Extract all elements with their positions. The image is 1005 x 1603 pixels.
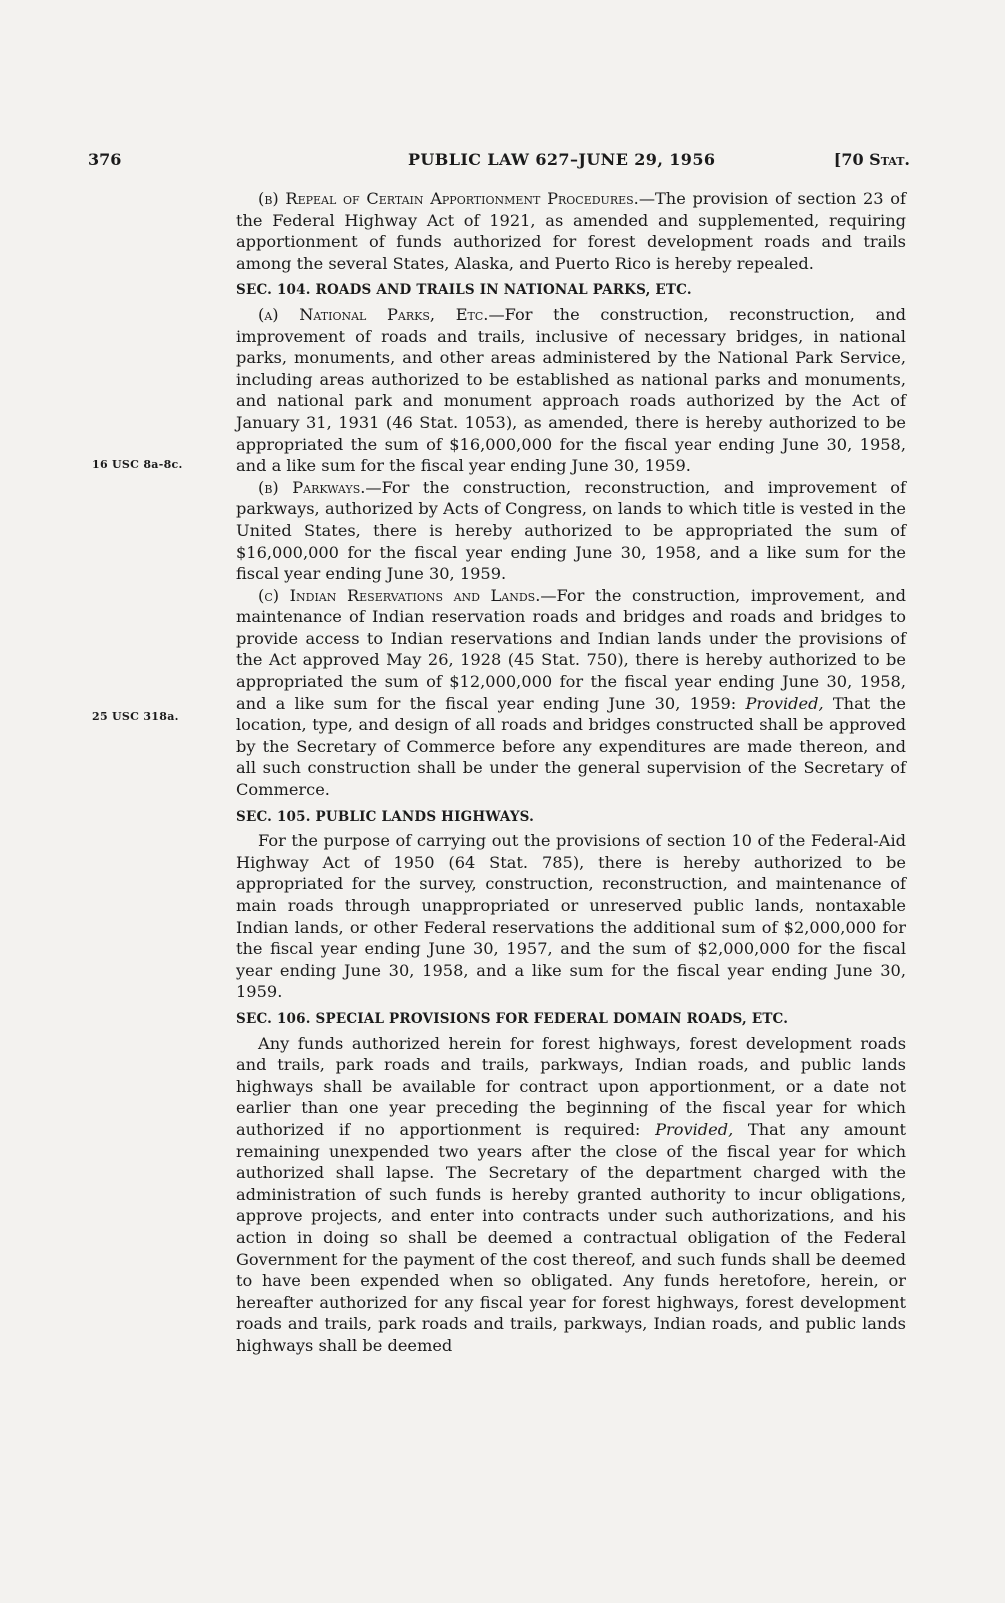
section-heading: SEC. 104. ROADS AND TRAILS IN NATIONAL PARKS, ETC. bbox=[236, 282, 692, 299]
body-text bbox=[236, 188, 906, 1356]
subsection-heading: (b) Repeal of Certain Apportionment Procedures. bbox=[258, 189, 639, 208]
running-title: PUBLIC LAW 627–JUNE 29, 1956 bbox=[408, 150, 716, 169]
page-header bbox=[88, 150, 910, 174]
paragraph bbox=[236, 304, 906, 477]
margin-citation: 16 USC 8a-8c. bbox=[92, 458, 183, 471]
section-heading: SEC. 106. SPECIAL PROVISIONS FOR FEDERAL DOMAIN ROADS, ETC. bbox=[236, 1010, 789, 1027]
paragraph bbox=[236, 188, 906, 274]
statute-volume: [70 Stat. bbox=[833, 150, 910, 169]
paragraph-text: —For the construction, reconstruction, and improvement of roads and trails, inclusive of necessary bridges, in national parks, monuments, and other areas administered by the National Park Service, including areas authorized to be established as national parks and monuments, and national park and monument approach roads authorized by the Act of January 31, 1931 (46 Stat. 1053), as amended, there is hereby authorized to be appropriated the sum of $16,000,000 for the fiscal year ending June 30, 1958, and a like sum for the fiscal year ending June 30, 1959. bbox=[236, 304, 907, 476]
page-number: 376 bbox=[88, 150, 122, 169]
paragraph-text: Any funds authorized herein for forest highways, forest development roads and trails, park roads and trails, parkways, Indian roads, and public lands highways shall be available for contract upon apportionment, or a date not earlier than one year preceding the beginning of the fiscal year for which authorized if no apportionment is required: bbox=[236, 1033, 906, 1139]
paragraph-text: —For the construction, reconstruction, and improvement of parkways, authorized by Acts of Congress, on lands to which title is vested in the United States, there is hereby authorized to be appropriated the sum of $16,000,000 for the fiscal year ending June 30, 1958, and a like sum for the fiscal year ending June 30, 1959. bbox=[236, 477, 906, 584]
paragraph bbox=[236, 585, 906, 801]
provided-clause: Provided, bbox=[745, 693, 824, 713]
paragraph-text: That any amount remaining unexpended two years after the close of the fiscal year for which authorized shall lapse. The Secretary of the department charged with the administration of such funds is hereby granted authority to incur obligations, approve projects, and enter into contracts under such authorizations, and his action in doing so shall be deemed a contractual obligation of the Federal Government for the payment of the cost thereof, and such funds shall be deemed to have been expended when so obligated. Any funds heretofore, herein, or hereafter authorized for any fiscal year for forest highways, forest development roads and trails, park roads and trails, parkways, Indian roads, and public lands highways shall be deemed bbox=[236, 1119, 906, 1355]
paragraph: For the purpose of carrying out the provisions of section 10 of the Federal-Aid Highway Act of 1950 (64 Stat. 785), there is hereby authorized to be appropriated for the survey, construction, reconstruction, and maintenance of main roads through unappropriated or unreserved public lands, nontaxable Indian lands, or other Federal reservations the additional sum of $2,000,000 for the fiscal year ending June 30, 1957, and the sum of $2,000,000 for the fiscal year ending June 30, 1958, and a like sum for the fiscal year ending June 30, 1959. bbox=[236, 831, 906, 1002]
paragraph bbox=[236, 477, 906, 585]
paragraph bbox=[236, 1033, 906, 1357]
paragraph-text: That the location, type, and design of all roads and bridges constructed shall be approved by the Secretary of Commerce before any expenditures are made thereon, and all such construction shall be under the general supervision of the Secretary of Commerce. bbox=[236, 693, 906, 800]
section-heading: SEC. 105. PUBLIC LANDS HIGHWAYS. bbox=[236, 808, 535, 825]
paragraph-text: —The provision of section 23 of the Federal Highway Act of 1921, as amended and supplemented, requiring apportionment of funds authorized for forest development roads and trails among the several States, Alaska, and Puerto Rico is hereby repealed. bbox=[236, 189, 906, 273]
margin-citation: 25 USC 318a. bbox=[92, 710, 179, 723]
subsection-heading: (b) Parkways. bbox=[258, 477, 366, 497]
subsection-heading: (c) Indian Reservations and Lands. bbox=[258, 585, 541, 605]
paragraph-text: —For the construction, improvement, and maintenance of Indian reservation roads and bridges and roads and bridges to provide access to Indian reservations and Indian lands under the provisions of the Act approved May 26, 1928 (45 Stat. 750), there is hereby authorized to be appropriated the sum of $12,000,000 for the fiscal year ending June 30, 1958, and a like sum for the fiscal year ending June 30, 1959: bbox=[236, 585, 906, 713]
subsection-heading: (a) National Parks, Etc. bbox=[258, 304, 489, 324]
provided-clause: Provided, bbox=[655, 1119, 734, 1139]
